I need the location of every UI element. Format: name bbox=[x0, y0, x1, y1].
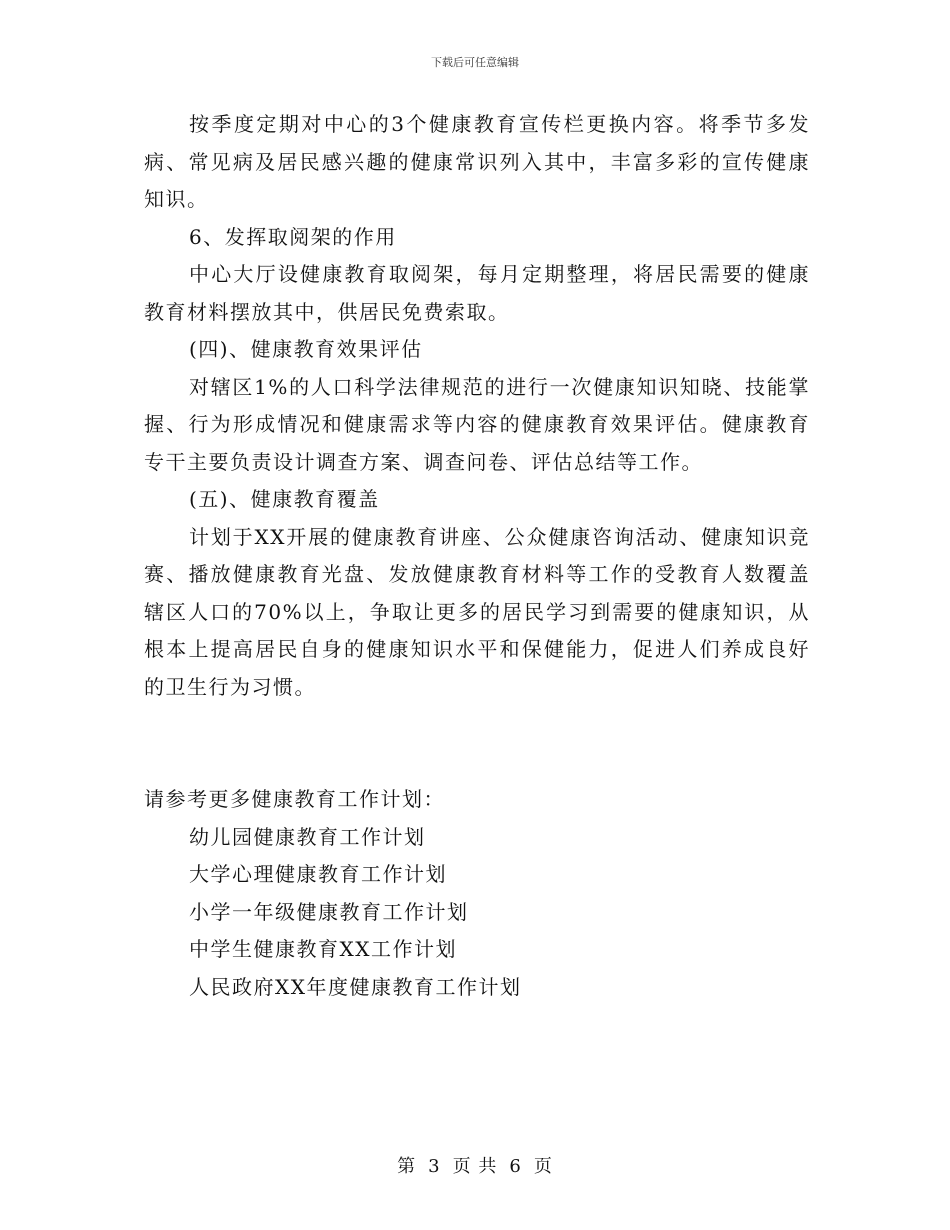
section-spacer bbox=[144, 706, 810, 781]
page-footer bbox=[0, 1152, 950, 1178]
paragraph-evaluation: 对辖区1%的人口科学法律规范的进行一次健康知识知晓、技能掌握、行为形成情况和健康需求等内容的健康教育效果评估。健康教育专干主要负责设计调查方案、调查问卷、评估总结等工作。 bbox=[144, 374, 810, 474]
paragraph-bulletin-board: 按季度定期对中心的3个健康教育宣传栏更换内容。将季节多发病、常见病及居民感兴趣的健康常识列入其中，丰富多彩的宣传健康知识。 bbox=[144, 112, 810, 211]
section-heading-evaluation: (四)、健康教育效果评估 bbox=[189, 337, 423, 361]
footer-middle: 页 共 bbox=[452, 1156, 498, 1177]
references-list bbox=[144, 819, 810, 1007]
paragraph-reading-rack: 中心大厅设健康教育取阅架，每月定期整理，将居民需要的健康教育材料摆放其中，供居民免费索取。 bbox=[144, 262, 810, 324]
footer-current-page: 3 bbox=[428, 1156, 441, 1177]
section-heading-reading-rack: 6、发挥取阅架的作用 bbox=[189, 224, 397, 249]
footer-total-pages: 6 bbox=[509, 1156, 522, 1177]
reference-link-middle-school[interactable]: 中学生健康教育XX工作计划 bbox=[189, 937, 457, 961]
references-title: 请参考更多健康教育工作计划： bbox=[144, 787, 445, 811]
footer-prefix: 第 bbox=[397, 1156, 417, 1177]
section-heading-coverage: (五)、健康教育覆盖 bbox=[189, 487, 380, 511]
paragraph-coverage: 计划于XX开展的健康教育讲座、公众健康咨询活动、健康知识竞赛、播放健康教育光盘、发放健康教育材料等工作的受教育人数覆盖辖区人口的70%以上，争取让更多的居民学习到需要的健康知识，从根本上提高居民自身的健康知识水平和保健能力，促进人们养成良好的卫生行为习惯。 bbox=[144, 524, 810, 699]
reference-link-government[interactable]: 人民政府XX年度健康教育工作计划 bbox=[189, 974, 522, 999]
document-body bbox=[144, 106, 810, 1006]
reference-link-kindergarten[interactable]: 幼儿园健康教育工作计划 bbox=[189, 824, 426, 849]
reference-link-university[interactable]: 大学心理健康教育工作计划 bbox=[189, 862, 447, 886]
page-header: 下载后可任意编辑 bbox=[431, 56, 519, 69]
footer-suffix: 页 bbox=[533, 1156, 553, 1177]
reference-link-primary-grade-one[interactable]: 小学一年级健康教育工作计划 bbox=[189, 899, 469, 924]
